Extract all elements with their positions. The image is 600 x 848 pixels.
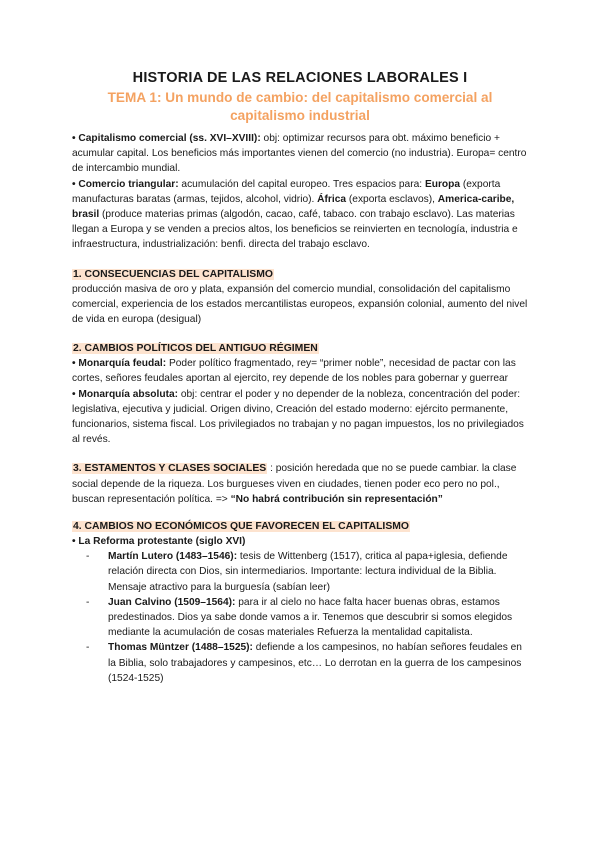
term-label: Thomas Müntzer (1488–1525): [108,642,253,654]
term-label: • Monarquía absoluta: [72,388,179,400]
term-text: tesis de Wittenberg (1517), critica al papa+iglesia, defiende relación directa con Dios, sin intermediarios. Importante: lectura individual de la Biblia. Mensaje atractivo para la burguesía (sabían leer) [108,551,508,593]
term-label: • Monarquía feudal: [72,358,167,370]
intro-comercio-triangular [72,177,528,253]
document-subtitle: TEMA 1: Un mundo de cambio: del capitalismo comercial al capitalismo industrial [107,90,493,123]
list-item [108,549,528,595]
section-2-heading [72,341,528,356]
section-1-heading [72,267,528,282]
monarquia-absoluta [72,387,528,448]
document-title: HISTORIA DE LAS RELACIONES LABORALES I [132,70,468,86]
term-text: Poder político fragmentado, rey= “primer noble”, necesidad de pactar con las cortes, señores feudales aportan al ejercito, rey depende de los nobles para gobernar y guerrear [72,358,516,385]
term-text: obj: optimizar recursos para obt. máximo beneficio + acumular capital. Los beneficios más importantes vienen del comercio (no industria). Europa= centro de intercambio mundial. [72,133,527,175]
section-3-text: : posición heredada que no se puede cambiar. la clase social depende de la riqueza. Los burgueses viven en ciudades, tienen poder eco pero no pol., buscan representación política. => [72,463,517,505]
list-item [108,640,528,686]
term-text: (exporta manufacturas baratas (armas, tejidos, alcohol, vidrio). [72,178,501,205]
intro-capitalismo-comercial [72,131,528,177]
section-3-quote: “No habrá contribución sin representación” [230,493,443,505]
term-america: America-caribe, brasil [72,193,515,221]
term-text: defiende a los campesinos, no habían señores feudales en la Biblia, solo trabajadores y campesinos, etc… Lo derrotan en la guerra de los campesinos (1524-1525) [108,642,522,684]
term-label: Juan Calvino (1509–1564): [108,596,236,608]
highlight: 4. CAMBIOS NO ECONÓMICOS QUE FAVORECEN EL CAPITALISMO [73,521,409,533]
reforma-protestante: • La Reforma protestante (siglo XVI) [72,536,246,548]
section-3-heading: 3. ESTAMENTOS Y CLASES SOCIALES [73,463,267,475]
term-label: • Capitalismo comercial (ss. XVI–XVIII): [72,133,261,144]
term-text: acumulación del capital europeo. Tres espacios para: [178,178,425,190]
highlight: 1. CONSECUENCIAS DEL CAPITALISMO [73,268,273,280]
section-1-text: producción masiva de oro y plata, expansión del comercio mundial, consolidación del capitalismo comercial, experiencia de los estados mercantilistas europeos, expansión colonial, aumento del nivel de vida en europa (desigual) [72,283,528,326]
term-africa: África [317,193,347,205]
term-text: obj: centrar el poder y no depender de la nobleza, concentración del poder: legislativa, ejecutiva y judicial. Origen divino, Creación del estado moderno: ejército permanente, funcionarios, sistema fiscal. Los privilegiados no trabajan y no pagan impuestos, los no privilegiados al revés. [72,388,524,446]
term-text: (produce materias primas (algodón, cacao, café, tabaco. con trabajo esclavo). Las materias llegan a Europa y se venden a precios altos, los beneficios se reinvierten en tecnología, industria e infraestructura, industrialización: benfi. directa del trabajo esclavo. [72,209,518,251]
list-item [108,595,528,641]
reformers-list [72,549,528,686]
section-4-heading [72,519,528,534]
term-label: Martín Lutero (1483–1546): [108,551,238,563]
term-text: para ir al cielo no hace falta hacer buenas obras, estamos predestinados. Dios ya sabe donde vamos a ir. Tenemos que descubrir si somos elegidos mediante la acumulación de cosas materiales Refuerza la mentalidad capitalista. [108,596,513,639]
monarquia-feudal [72,356,528,386]
term-text: (exporta esclavos), [346,193,438,205]
term-label: • Comercio triangular: [72,178,179,190]
section-3 [72,461,528,507]
term-europa: Europa [424,178,461,190]
highlight: 2. CAMBIOS POLÍTICOS DEL ANTIGUO RÉGIMEN [73,343,318,355]
